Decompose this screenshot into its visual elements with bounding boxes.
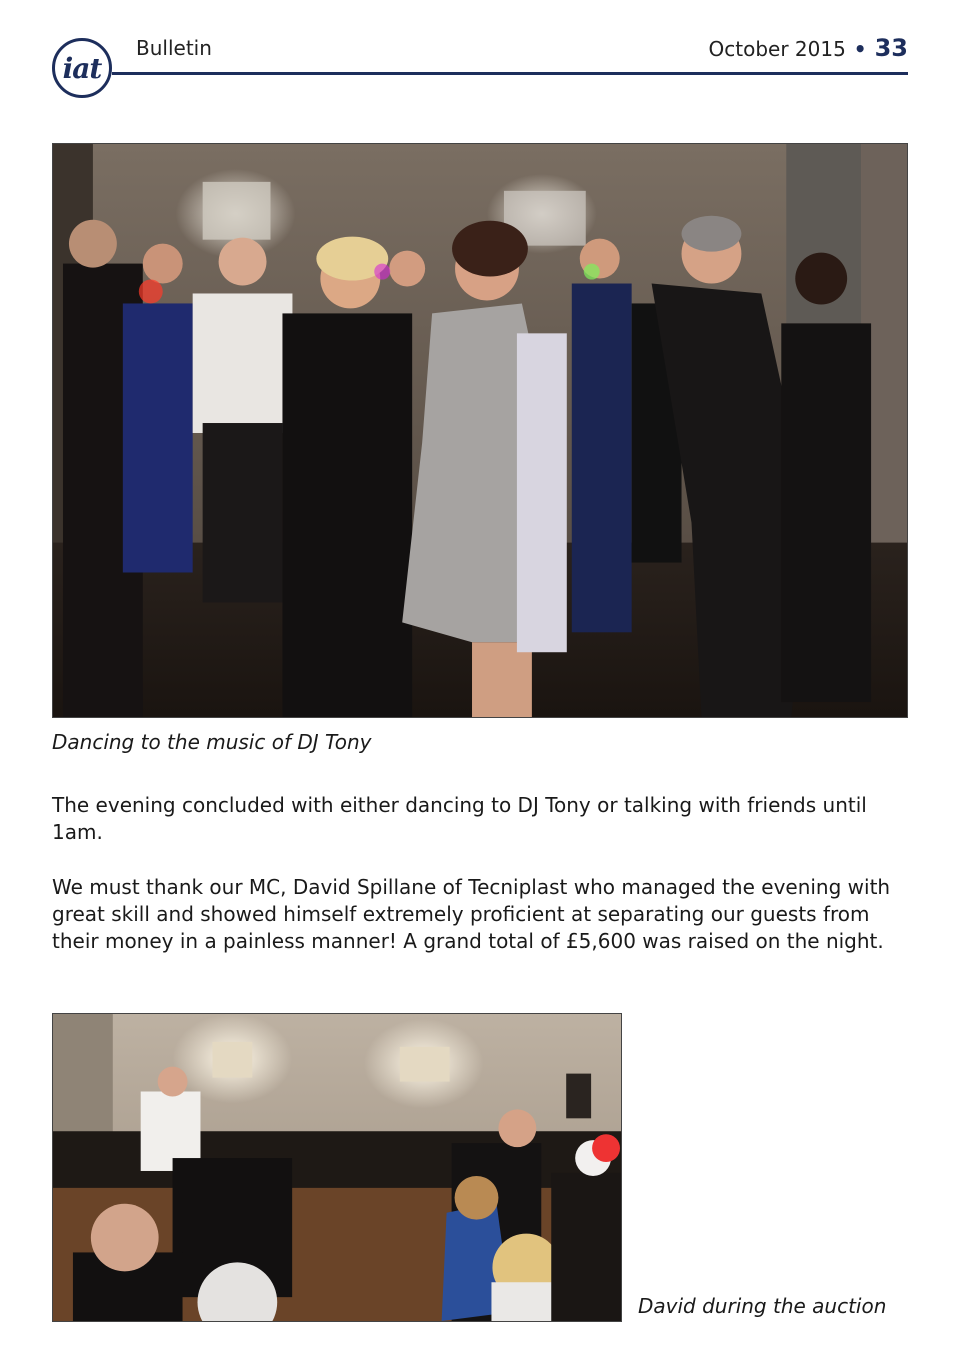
photo-caption-dancing: Dancing to the music of DJ Tony: [52, 730, 372, 754]
section-title: Bulletin: [136, 36, 212, 60]
body-paragraph-1: The evening concluded with either dancing to DJ Tony or talking with friends until 1am.: [52, 793, 867, 844]
issue-date: October 2015: [708, 37, 846, 61]
auction-photo-illustration: [53, 1014, 621, 1321]
page-number: 33: [874, 34, 908, 62]
photo-caption-auction: David during the auction: [638, 1294, 887, 1318]
auction-photo: [52, 1013, 622, 1322]
header-date-block: [709, 34, 909, 62]
separator-dot: •: [853, 37, 867, 61]
dancing-photo: [52, 143, 908, 718]
iat-logo: [52, 38, 112, 98]
header-rule: [112, 72, 908, 75]
body-paragraph-2: We must thank our MC, David Spillane of Tecniplast who managed the evening with great skill and showed himself extremely proficient at separating our guests from their money in a painless manner! A grand total of £5,600 was raised on the night.: [52, 875, 891, 953]
dancing-photo-illustration: [53, 144, 907, 717]
logo-text: iat: [62, 51, 102, 85]
